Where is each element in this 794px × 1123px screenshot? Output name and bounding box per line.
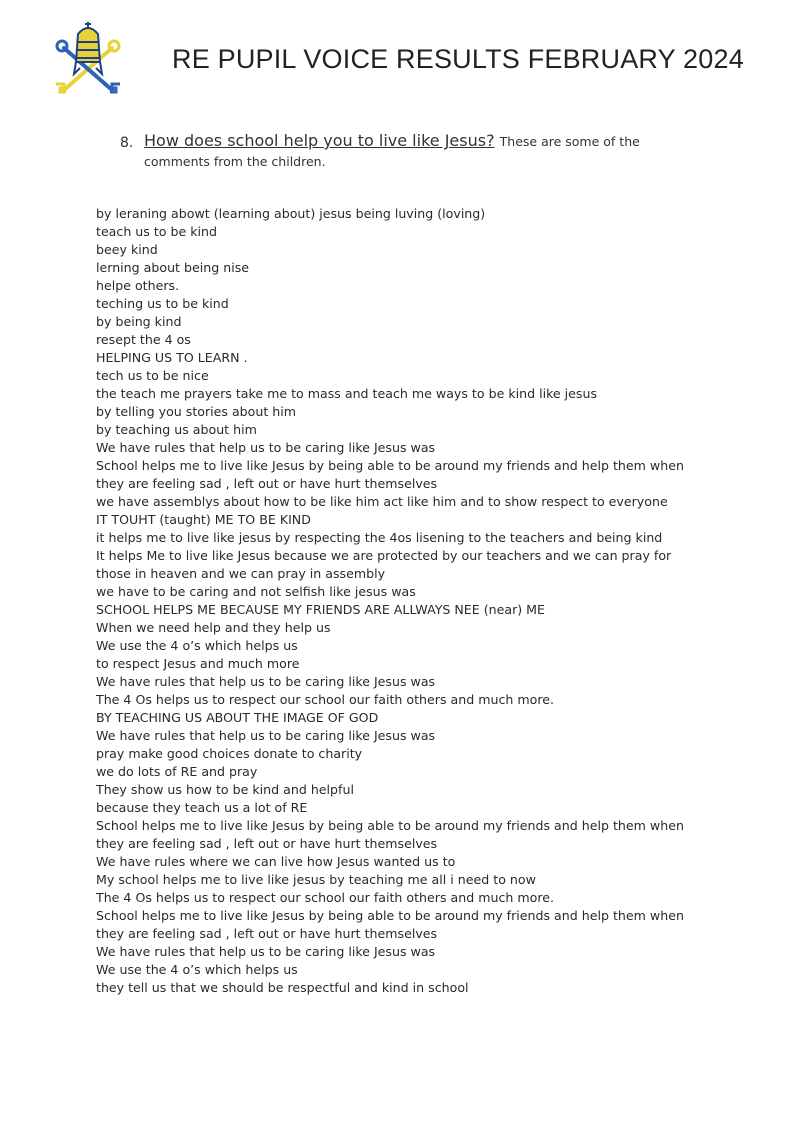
question-text: How does school help you to live like Jesus? [144,131,495,150]
response-item: the teach me prayers take me to mass and teach me ways to be kind like jesus [96,386,598,401]
response-item: we do lots of RE and pray [96,764,258,779]
response-item: The 4 Os helps us to respect our school our faith others and much more. [96,692,554,707]
page-title: RE PUPIL VOICE RESULTS FEBRUARY 2024 [172,44,744,74]
response-item: it helps me to live like jesus by respecting the 4os lisening to the teachers and being kind [96,530,663,545]
response-item: School helps me to live like Jesus by being able to be around my friends and help them when they are feeling sad , left out or have hurt themselves [96,458,684,491]
response-item: It helps Me to live like Jesus because we are protected by our teachers and we can pray for those in heaven and we can pray in assembly [96,548,672,581]
response-item: We have rules where we can live how Jesus wanted us to [96,854,456,869]
response-item: School helps me to live like Jesus by being able to be around my friends and help them when they are feeling sad , left out or have hurt themselves [96,908,684,941]
response-item: teach us to be kind [96,224,218,239]
school-crest-icon [52,18,124,96]
response-item: We have rules that help us to be caring like Jesus was [96,440,436,455]
response-item: IT TOUHT (taught) ME TO BE KIND [96,512,311,527]
response-item: pray make good choices donate to charity [96,746,363,761]
response-item: by telling you stories about him [96,404,297,419]
response-item: tech us to be nice [96,368,209,383]
response-item: we have assemblys about how to be like him act like him and to show respect to everyone [96,494,668,509]
response-item: My school helps me to live like jesus by teaching me all i need to now [96,872,536,887]
response-item: because they teach us a lot of RE [96,800,308,815]
response-item: by being kind [96,314,182,329]
response-item: We have rules that help us to be caring like Jesus was [96,674,436,689]
response-item: The 4 Os helps us to respect our school our faith others and much more. [96,890,554,905]
question-description: These are some of the comments from the children. [144,134,640,169]
responses-list [96,205,706,997]
response-item: When we need help and they help us [96,620,331,635]
response-item: School helps me to live like Jesus by being able to be around my friends and help them when they are feeling sad , left out or have hurt themselves [96,818,684,851]
response-item: We use the 4 o’s which helps us [96,638,298,653]
response-item: by leraning abowt (learning about) jesus being luving (loving) [96,206,486,221]
response-item: BY TEACHING US ABOUT THE IMAGE OF GOD [96,710,379,725]
response-item: SCHOOL HELPS ME BECAUSE MY FRIENDS ARE ALLWAYS NEE (near) ME [96,602,546,617]
question-body [144,131,690,171]
question-block [120,131,690,171]
response-item: helpe others. [96,278,180,293]
response-item: they tell us that we should be respectful and kind in school [96,980,469,995]
response-item: beey kind [96,242,158,257]
response-item: We have rules that help us to be caring like Jesus was [96,728,436,743]
response-item: We use the 4 o’s which helps us [96,962,298,977]
response-item: to respect Jesus and much more [96,656,300,671]
question-number: 8. [120,135,134,151]
response-item: resept the 4 os [96,332,191,347]
response-item: HELPING US TO LEARN . [96,350,248,365]
response-item: We have rules that help us to be caring like Jesus was [96,944,436,959]
response-item: teching us to be kind [96,296,229,311]
response-item: lerning about being nise [96,260,250,275]
response-item: They show us how to be kind and helpful [96,782,354,797]
response-item: by teaching us about him [96,422,257,437]
response-item: we have to be caring and not selfish like jesus was [96,584,416,599]
